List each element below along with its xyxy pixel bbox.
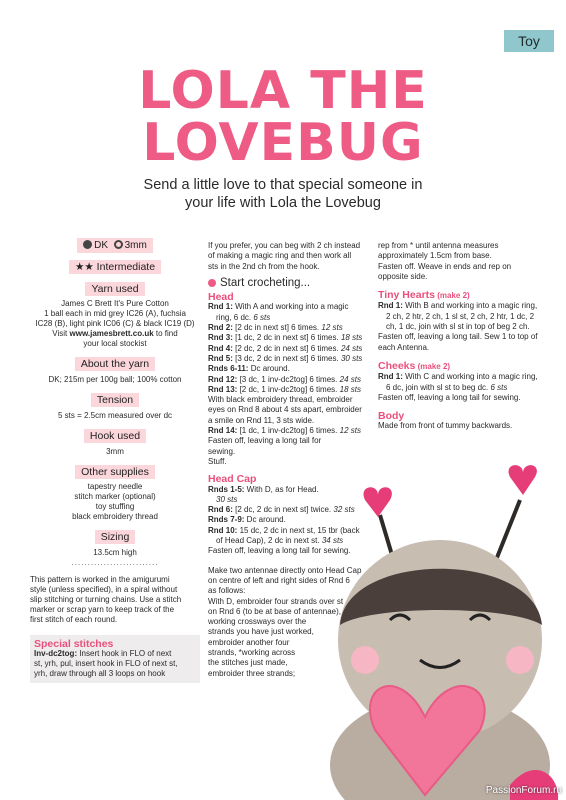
round-label: Rnd 14:	[208, 426, 238, 436]
stitch-count: 24 sts	[338, 343, 363, 353]
round-text: [1 dc, 2 dc in next st] 6 times.	[232, 333, 339, 343]
head-note: eyes on Rnd 8 about 4 sts apart, embroider	[208, 405, 362, 415]
round-label: Rnd 12:	[208, 374, 238, 384]
stockist-link[interactable]: www.jamesbrett.co.uk	[69, 329, 154, 338]
intro-line: This pattern is worked in the amigurumi	[30, 575, 170, 584]
hook-icon	[114, 240, 123, 249]
yarn-line: your local stockist	[83, 339, 147, 348]
round-label: Rnd 2:	[208, 323, 233, 333]
yarn-used-heading: Yarn used	[85, 282, 144, 296]
round-text: Dc around.	[244, 515, 286, 525]
round-label: Rnds 1-5:	[208, 484, 245, 494]
intro-line: approximately 1.5cm from base.	[378, 251, 492, 261]
antennae-line: on centre of left and right sides of Rnd 6	[208, 575, 350, 585]
cheeks-line: With C and working into a magic ring,	[402, 372, 538, 382]
head-note: Fasten off, leaving a long tail for	[208, 436, 322, 446]
round-label: Rnd 5:	[208, 353, 233, 363]
right-antenna-heart	[509, 465, 537, 495]
hearts-line: 2 ch, 2 htr, 2 ch, 1 sl st, 2 ch, 2 htr, 1 dc, 2	[386, 311, 535, 321]
round-label: Rnd 1:	[208, 302, 233, 312]
level-badge: ★★ Intermediate	[69, 260, 161, 274]
supply-item: tapestry needle	[87, 482, 143, 491]
special-line: yrh, draw through all 3 loops on hook	[34, 669, 166, 678]
cheeks-heading: Cheeks	[378, 359, 416, 372]
stitch-count: 34 sts	[319, 536, 344, 546]
supplies-heading: Other supplies	[75, 465, 155, 479]
round-label: Rnd 1:	[378, 301, 403, 311]
hearts-line: ch, 1 dc, join with sl st in top of beg 2 ch.	[386, 322, 530, 332]
body-heading: Body	[378, 410, 405, 423]
head-note: Stuff.	[208, 456, 227, 466]
stitch-count: 30 sts	[338, 353, 363, 363]
stitch-count: 6 sts	[251, 312, 271, 322]
round-text: [2 dc in next st] 6 times.	[232, 323, 320, 333]
antennae-line: embroider another four	[208, 637, 290, 647]
round-text: [3 dc, 2 dc in next st] 6 times.	[232, 353, 339, 363]
supply-item: stitch marker (optional)	[74, 492, 156, 501]
tiny-hearts-note: (make 2)	[437, 291, 470, 301]
head-note: With black embroidery thread, embroider	[208, 395, 353, 405]
start-heading	[208, 278, 370, 288]
round-text: With A and working into a magic	[232, 302, 349, 312]
stitch-count: 18 sts	[337, 384, 361, 394]
round-label: Rnd 1:	[378, 372, 403, 382]
info-column	[30, 238, 200, 683]
round-text: [2 dc, 1 inv-dc2tog] 6 times.	[237, 384, 338, 394]
hook-used-heading: Hook used	[84, 429, 146, 443]
intro-line: first stitch of each round.	[30, 615, 118, 624]
cheeks-line: 6 dc, join with sl st to beg dc.	[386, 382, 489, 392]
pattern-column-right	[378, 241, 544, 432]
round-label: Rnd 10:	[208, 525, 238, 535]
head-cap-heading: Head Cap	[208, 473, 257, 486]
stitch-count: 24 sts	[337, 374, 361, 384]
yarn-line: Visit	[52, 329, 68, 338]
divider: ...........................	[71, 558, 159, 567]
antennae-line: strands, *working across	[208, 647, 296, 657]
round-label: Rnd 3:	[208, 333, 233, 343]
special-stitches-box	[30, 635, 200, 683]
stitch-count: 6 sts	[488, 382, 508, 392]
antennae-line: as follows:	[208, 586, 246, 596]
yarn-line: to find	[155, 329, 178, 338]
category-tag: Toy	[504, 30, 554, 52]
tension-heading: Tension	[91, 393, 139, 407]
antennae-line: strands you have just worked,	[208, 627, 314, 637]
special-term: Inv-dc2tog:	[34, 649, 78, 658]
intro-text	[30, 575, 200, 625]
antennae-line: embroider three strands;	[208, 668, 296, 678]
stitch-count: 30 sts	[216, 494, 238, 504]
intro-line: opposite side.	[378, 271, 428, 281]
round-text: [2 dc, 2 dc in next st] twice.	[232, 505, 332, 515]
head-note: a smile on Rnd 11, 3 sts wide.	[208, 415, 315, 425]
hearts-line: With B and working into a magic ring,	[402, 301, 538, 311]
round-label: Rnd 4:	[208, 343, 233, 353]
supply-item: black embroidery thread	[72, 512, 158, 521]
body-text: Made from front of tummy backwards.	[378, 421, 513, 431]
intro-line: of making a magic ring and then work all	[208, 251, 352, 261]
intro-line: rep from * until antenna measures	[378, 241, 499, 250]
antennae-line: working crossways over the	[208, 617, 307, 627]
tiny-hearts-heading: Tiny Hearts	[378, 289, 435, 302]
hook-size: 3mm	[124, 240, 147, 251]
head-note: sewing.	[208, 446, 236, 456]
round-text: With D, as for Head.	[244, 484, 319, 494]
round-text: 15 dc, 2 dc in next st, 15 tbr (back	[237, 525, 360, 535]
bullet-icon	[208, 279, 216, 287]
intro-line: Fasten off. Weave in ends and rep on	[378, 261, 512, 271]
cap-note: Fasten off, leaving a long tail for sewing.	[208, 546, 351, 556]
round-text: [2 dc, 2 dc in next st] 6 times.	[232, 343, 339, 353]
weight-box	[77, 238, 153, 253]
stitch-count: 32 sts	[331, 505, 355, 515]
start-label: Start crocheting...	[220, 276, 311, 289]
antennae-line: on Rnd 6 (to be at base of antennae),	[208, 606, 341, 616]
hearts-line: each Antenna.	[378, 342, 430, 352]
sizing-text: 13.5cm high	[93, 548, 137, 557]
special-line: Insert hook in FLO of next	[77, 649, 172, 658]
antennae-line: Make two antennae directly onto Head Cap	[208, 565, 362, 575]
tension-text: 5 sts = 2.5cm measured over dc	[57, 411, 173, 420]
supplies-list	[30, 482, 200, 522]
yarn-line: James C Brett It's Pure Cotton	[61, 299, 169, 308]
subtitle-line-2: your life with Lola the Lovebug	[185, 195, 381, 211]
lovebug-toy-image	[320, 455, 566, 800]
round-text: Dc around.	[248, 364, 290, 374]
special-stitches-heading: Special stitches	[34, 638, 114, 650]
yarn-used-text	[30, 299, 200, 349]
round-text: of Head Cap), 2 dc in next st.	[216, 536, 320, 546]
title-line-1: LOLA THE	[138, 61, 428, 121]
intro-line: sts in the 2nd ch from the hook.	[208, 261, 320, 271]
antennae-line: the stitches just made,	[208, 658, 288, 668]
hearts-line: Fasten off, leaving a long tail. Sew 1 to top of	[378, 332, 538, 342]
about-yarn-heading: About the yarn	[75, 357, 155, 371]
round-text: [1 dc, 1 inv-dc2tog] 6 times.	[237, 426, 338, 436]
intro-line: If you prefer, you can beg with 2 ch instead	[208, 241, 361, 250]
intro-line: marker or scrap yarn to keep track of the	[30, 605, 175, 614]
left-cheek	[351, 646, 379, 674]
round-text: ring, 6 dc.	[216, 312, 252, 322]
head-heading: Head	[208, 291, 234, 304]
round-label: Rnds 7-9:	[208, 515, 245, 525]
cheeks-line: Fasten off, leaving a long tail for sewing.	[378, 392, 521, 402]
round-label: Rnds 6-11:	[208, 364, 249, 374]
intro-line: slip stitching or turning chains. Use a stitch	[30, 595, 182, 604]
right-cheek	[506, 646, 534, 674]
yarn-line: 1 ball each in mid grey IC26 (A), fuchsia	[44, 309, 186, 318]
stitch-count: 18 sts	[338, 333, 363, 343]
round-text: [3 dc, 1 inv-dc2tog] 6 times.	[237, 374, 338, 384]
stitch-count: 12 sts	[337, 426, 361, 436]
sizing-heading: Sizing	[95, 530, 136, 544]
yarn-line: IC28 (B), light pink IC06 (C) & black IC19 (D)	[35, 319, 195, 328]
subtitle	[60, 176, 506, 212]
cheeks-note: (make 2)	[417, 361, 451, 371]
antennae-line: With D, embroider four strands over st	[208, 596, 344, 606]
stitch-count: 12 sts	[319, 323, 343, 333]
left-antenna-heart	[364, 487, 392, 517]
right-arm	[487, 732, 543, 768]
subtitle-line-1: Send a little love to that special someone in	[143, 177, 423, 193]
about-yarn-text: DK; 215m per 100g ball; 100% cotton	[48, 375, 182, 384]
title-line-2: LOVEBUG	[142, 113, 424, 173]
special-line: st, yrh, pul, insert hook in FLO of next st,	[34, 659, 178, 668]
round-label: Rnd 6:	[208, 505, 233, 515]
yarn-weight: DK	[94, 240, 109, 251]
watermark: PassionForum.ru	[485, 785, 562, 796]
round-label: Rnd 13:	[208, 384, 238, 394]
yarn-ball-icon	[83, 240, 92, 249]
hook-used-text: 3mm	[106, 447, 124, 456]
supply-item: toy stuffing	[95, 502, 135, 511]
intro-line: style (unless specified), in a spiral without	[30, 585, 178, 594]
